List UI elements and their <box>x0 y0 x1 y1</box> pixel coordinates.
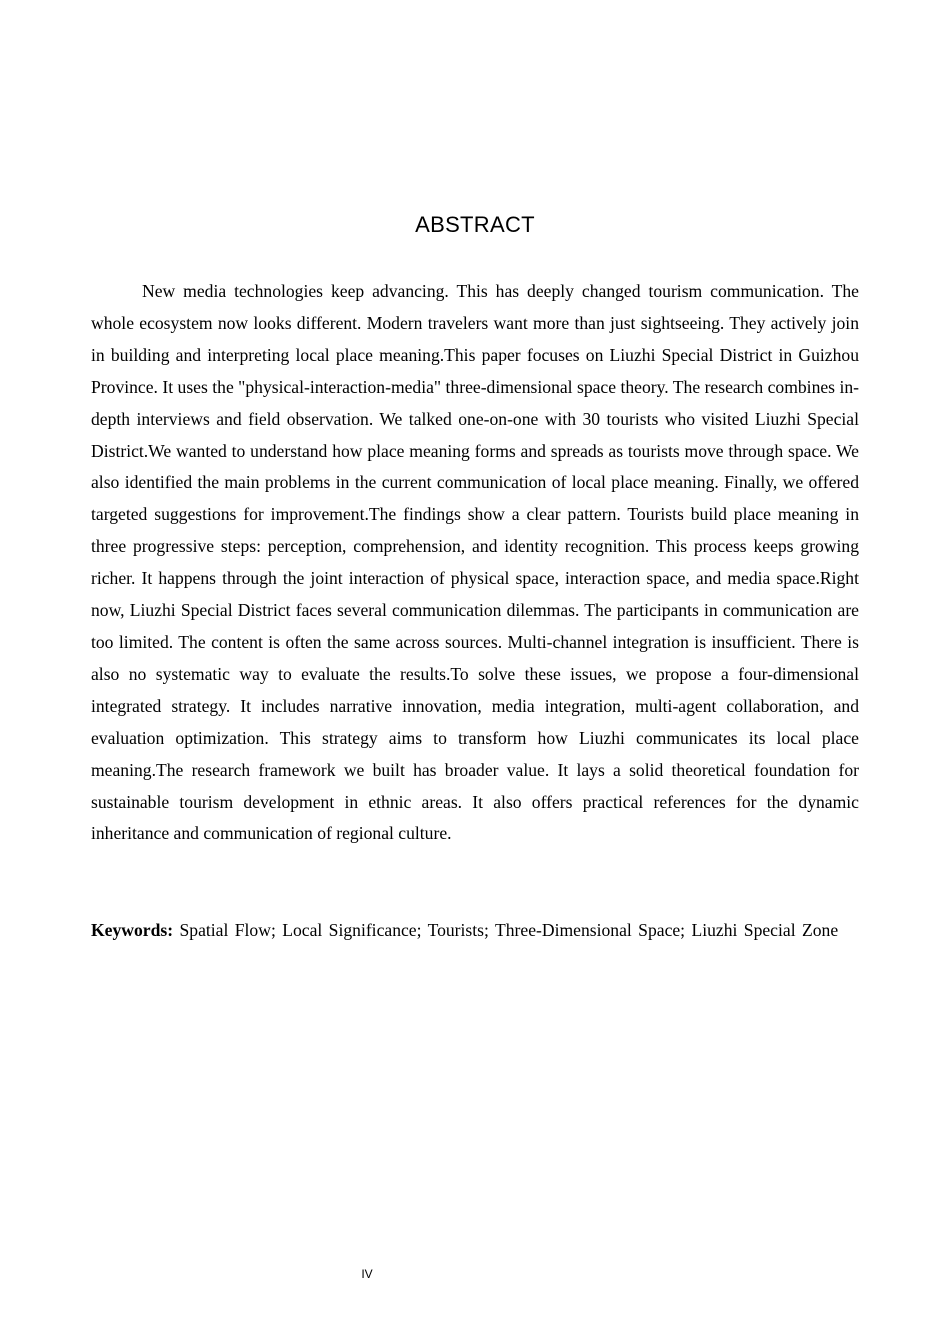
keywords-label: Keywords: <box>91 920 174 940</box>
page-number: IV <box>361 1267 373 1281</box>
abstract-body: New media technologies keep advancing. This has deeply changed tourism communication. The whole ecosystem now looks different. Modern travelers want more than just sightseeing. They actively join in building and interpreting local place meaning.This paper focuses on Liuzhi Special District in Guizhou Province. It uses the "physical-interaction-media" three-dimensional space theory. The research combines in-depth interviews and field observation. We talked one-on-one with 30 tourists who visited Liuzhi Special District.We wanted to understand how place meaning forms and spreads as tourists move through space. We also identified the main problems in the current communication of local place meaning. Finally, we offered targeted suggestions for improvement.The findings show a clear pattern. Tourists build place meaning in three progressive steps: perception, comprehension, and identity recognition. This process keeps growing richer. It happens through the joint interaction of physical space, interaction space, and media space.Right now, Liuzhi Special District faces several communication dilemmas. The participants in communication are too limited. The content is often the same across sources. Multi-channel integration is insufficient. There is also no systematic way to evaluate the results.To solve these issues, we propose a four-dimensional integrated strategy. It includes narrative innovation, media integration, multi-agent collaboration, and evaluation optimization. This strategy aims to transform how Liuzhi communicates its local place meaning.The research framework we built has broader value. It lays a solid theoretical foundation for sustainable tourism development in ethnic areas. It also offers practical references for the dynamic inheritance and communication of regional culture. <box>91 281 859 844</box>
keywords-paragraph <box>91 915 859 947</box>
abstract-title: ABSTRACT <box>415 212 535 237</box>
keywords-text: Spatial Flow; Local Significance; Tourists; Three-Dimensional Space; Liuzhi Special Zone <box>179 920 839 940</box>
